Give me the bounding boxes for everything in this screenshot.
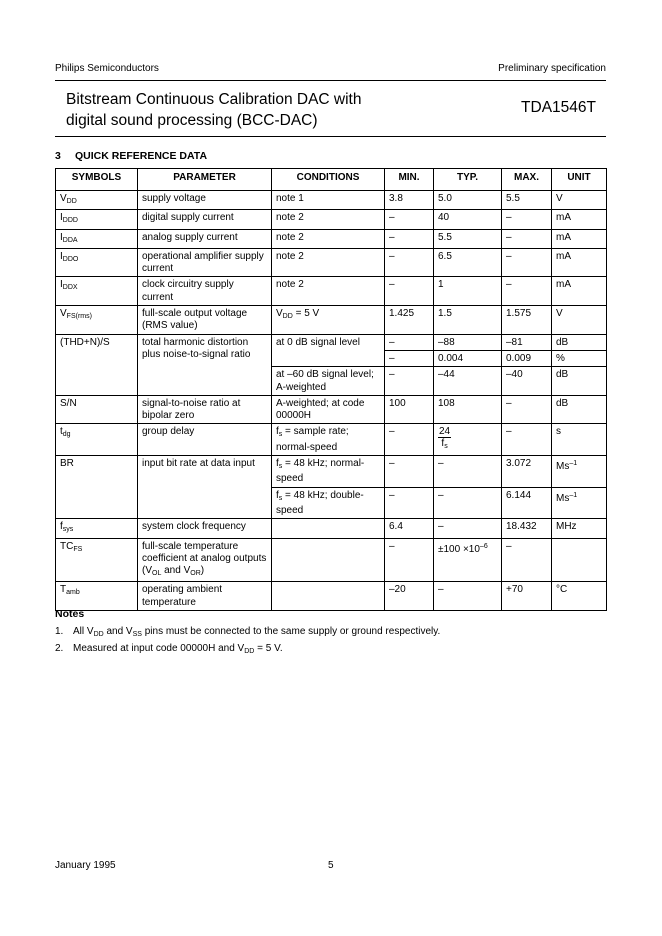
symbol-cell: BR [56,456,138,519]
table-row [56,191,607,210]
max-cell: 18.432 [502,519,552,538]
symbol-cell: $I_{DDX}$ [56,277,138,306]
max-cell: +70 [502,582,552,611]
max-cell: 5.5 [502,191,552,210]
min-cell: 3.8 [385,191,434,210]
symbol-cell: $t_{dg}$ [56,424,138,456]
table-row [56,210,607,229]
unit-cell: MHz [552,519,607,538]
parameter-cell: full-scale temperature coefficient at analog outputs ($V_{OL}$ and $V_{OR}$) [138,538,272,582]
parameter-cell: full-scale output voltage (RMS value) [138,306,272,335]
symbol-cell: $f_{sys}$ [56,519,138,538]
min-cell: – [385,456,434,488]
max-cell: – [502,210,552,229]
unit-cell: dB [552,395,607,424]
table-row [56,277,607,306]
max-cell: – [502,229,552,248]
typ-cell: – [434,456,502,488]
min-cell: – [385,538,434,582]
table-row [56,395,607,424]
parameter-cell: system clock frequency [138,519,272,538]
max-cell: 0.009 [502,350,552,366]
typ-cell: –88 [434,334,502,350]
typ-cell: 5.5 [434,229,502,248]
unit-cell: $Ms^{-1}$ [552,487,607,519]
max-cell: –40 [502,367,552,396]
col-header-parameter: PARAMETER [138,169,272,191]
unit-cell: s [552,424,607,456]
typ-cell: –44 [434,367,502,396]
unit-cell: °C [552,582,607,611]
condition-cell [272,519,385,538]
parameter-cell: analog supply current [138,229,272,248]
footer-date: January 1995 [55,860,116,871]
parameter-cell: total harmonic distortion plus noise-to-signal ratio [138,334,272,395]
note-1: 1. All $V_{DD}$ and $V_{SS}$ pins must be connected to the same supply or ground respectively. [55,626,441,638]
min-cell: 1.425 [385,306,434,335]
unit-cell: V [552,306,607,335]
unit-cell: mA [552,248,607,277]
min-cell: – [385,424,434,456]
condition-cell: note 1 [272,191,385,210]
max-cell: –81 [502,334,552,350]
min-cell: – [385,367,434,396]
max-cell: – [502,538,552,582]
table-row [56,306,607,335]
typ-cell: – [434,487,502,519]
min-cell: 100 [385,395,434,424]
col-header-min: MIN. [385,169,434,191]
table-header-row [56,169,607,191]
company-name: Philips Semiconductors [55,63,159,74]
table-row [56,229,607,248]
condition-cell: note 2 [272,210,385,229]
title-line-2: digital sound processing (BCC-DAC) [66,112,318,129]
unit-cell: dB [552,367,607,396]
symbol-cell: $V_{FS(rms)}$ [56,306,138,335]
note-2: 2. Measured at input code 00000H and $V_{DD} = 5$ V. [55,643,283,655]
min-cell: – [385,350,434,366]
condition-cell: note 2 [272,248,385,277]
col-header-typ: TYP. [434,169,502,191]
col-header-symbols: SYMBOLS [56,169,138,191]
condition-cell: $f_s = 48$ kHz; normal-speed [272,456,385,488]
max-cell: – [502,395,552,424]
notes-heading: Notes [55,608,85,620]
table-row [56,538,607,582]
condition-cell [272,582,385,611]
table-row [56,456,607,488]
condition-cell: note 2 [272,277,385,306]
unit-cell [552,538,607,582]
symbol-cell: $V_{DD}$ [56,191,138,210]
condition-cell: at –60 dB signal level; A-weighted [272,367,385,396]
max-cell: 1.575 [502,306,552,335]
condition-cell: $V_{DD} = 5$ V [272,306,385,335]
parameter-cell: digital supply current [138,210,272,229]
page-number: 5 [328,860,334,871]
min-cell: – [385,277,434,306]
parameter-cell: operational amplifier supply current [138,248,272,277]
unit-cell: mA [552,229,607,248]
condition-cell: $f_s$ = sample rate; normal-speed [272,424,385,456]
unit-cell: % [552,350,607,366]
unit-cell: V [552,191,607,210]
symbol-cell: (THD+N)/S [56,334,138,395]
max-cell: – [502,248,552,277]
table-row [56,582,607,611]
typ-cell: $\pm 100 \times 10^{-6}$ [434,538,502,582]
quick-reference-table [55,168,607,611]
col-header-max: MAX. [502,169,552,191]
symbol-cell: $I_{DDO}$ [56,248,138,277]
document-title [66,89,361,131]
unit-cell: mA [552,277,607,306]
condition-cell: A-weighted; at code 00000H [272,395,385,424]
header-rule-bottom [55,136,606,137]
unit-cell: mA [552,210,607,229]
table-row [56,424,607,456]
group-delay-fraction: $\frac{24}{f_s}$ [439,426,451,451]
max-cell: – [502,277,552,306]
condition-cell [272,538,385,582]
parameter-cell: supply voltage [138,191,272,210]
section-heading [55,150,207,162]
min-cell: – [385,248,434,277]
typ-cell: 108 [434,395,502,424]
header-rule-top [55,80,606,81]
min-cell: 6.4 [385,519,434,538]
typ-cell: – [434,582,502,611]
col-header-unit: UNIT [552,169,607,191]
parameter-cell: operating ambient temperature [138,582,272,611]
min-cell: – [385,229,434,248]
parameter-cell: clock circuitry supply current [138,277,272,306]
parameter-cell: input bit rate at data input [138,456,272,519]
typ-cell: – [434,519,502,538]
unit-cell: dB [552,334,607,350]
typ-cell: 40 [434,210,502,229]
max-cell: – [502,424,552,456]
condition-cell: note 2 [272,229,385,248]
symbol-cell: $I_{DDA}$ [56,229,138,248]
min-cell: – [385,334,434,350]
title-line-1: Bitstream Continuous Calibration DAC with [66,91,362,108]
symbol-cell: $I_{DDD}$ [56,210,138,229]
typ-cell: 6.5 [434,248,502,277]
parameter-cell: signal-to-noise ratio at bipolar zero [138,395,272,424]
typ-cell: 1.5 [434,306,502,335]
symbol-cell: $TC_{FS}$ [56,538,138,582]
symbol-cell: $T_{amb}$ [56,582,138,611]
max-cell: 3.072 [502,456,552,488]
unit-cell: $Ms^{-1}$ [552,456,607,488]
typ-cell [434,424,502,456]
max-cell: 6.144 [502,487,552,519]
condition-cell: at 0 dB signal level [272,334,385,367]
part-number: TDA1546T [521,99,596,116]
table-row [56,248,607,277]
symbol-cell: S/N [56,395,138,424]
typ-cell: 1 [434,277,502,306]
min-cell: –20 [385,582,434,611]
section-number: 3 [55,150,61,162]
table-row [56,334,607,350]
col-header-conditions: CONDITIONS [272,169,385,191]
section-title: QUICK REFERENCE DATA [75,150,208,162]
typ-cell: 0.004 [434,350,502,366]
condition-cell: $f_s = 48$ kHz; double-speed [272,487,385,519]
table-row [56,519,607,538]
typ-cell: 5.0 [434,191,502,210]
spec-type: Preliminary specification [498,63,606,74]
parameter-cell: group delay [138,424,272,456]
min-cell: – [385,210,434,229]
min-cell: – [385,487,434,519]
